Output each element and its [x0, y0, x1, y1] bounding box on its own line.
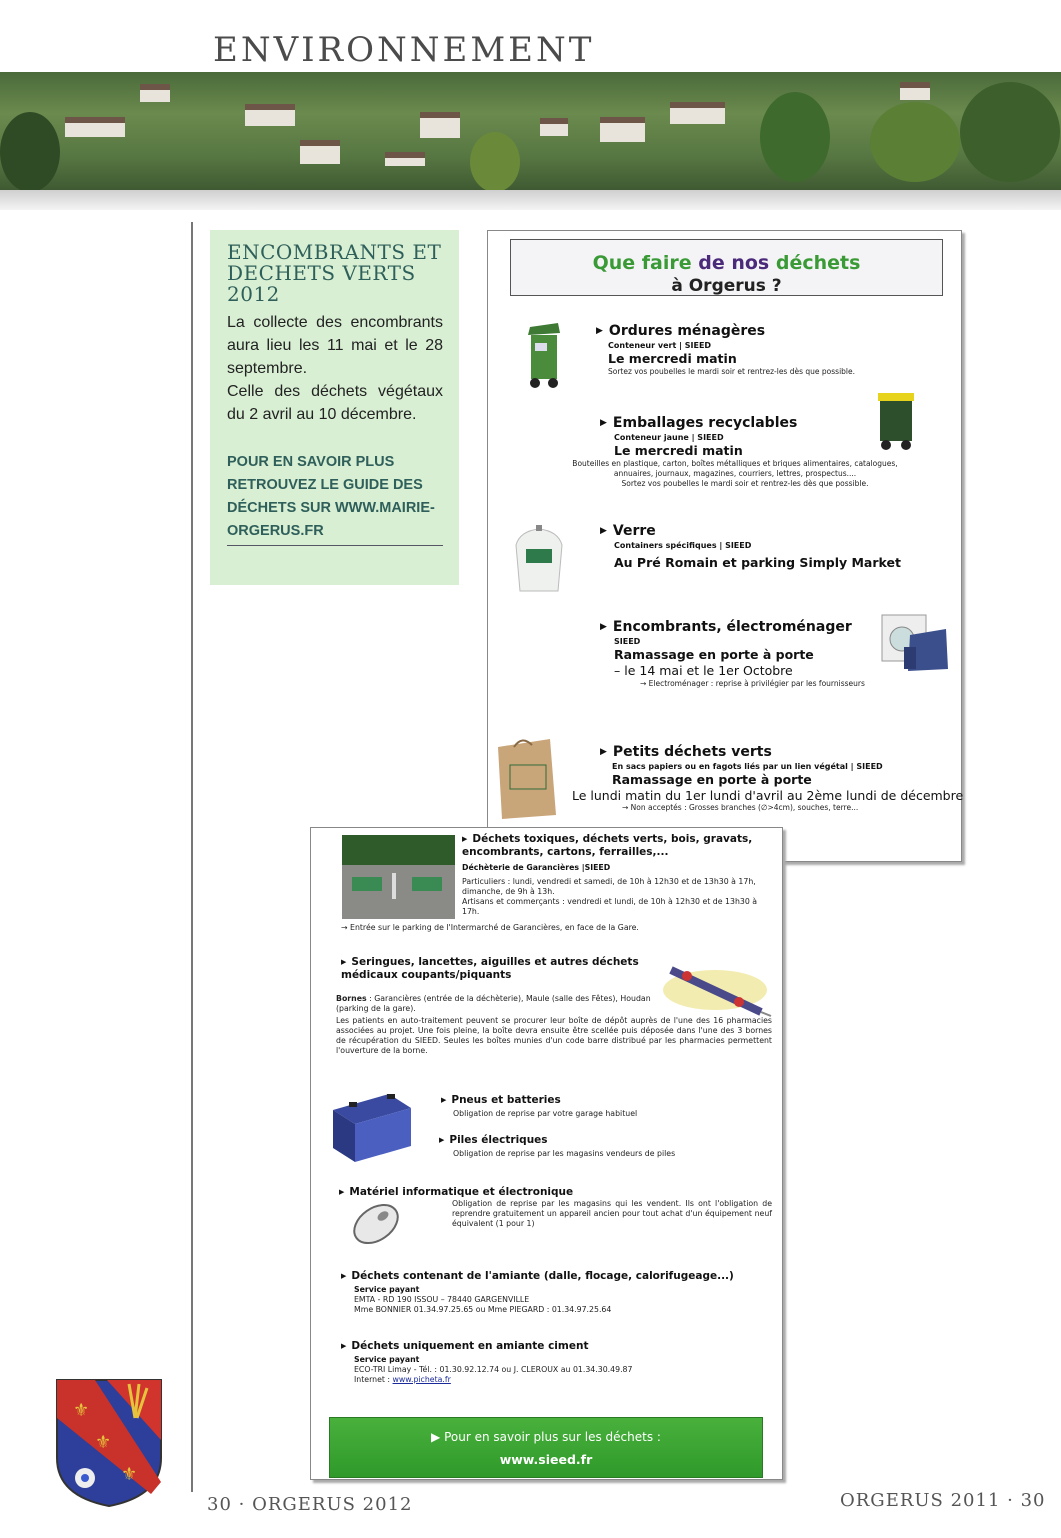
item-sub: Service payant	[354, 1355, 420, 1364]
item-text: Obligation de reprise par les magasins vendeurs de piles	[453, 1149, 676, 1158]
item-note: → Non acceptés : Grosses branches (∅>4cm), souches, terre...	[622, 803, 859, 812]
item-sub: Déchèterie de Garancières |SIEED	[462, 863, 611, 872]
list-item	[600, 523, 901, 571]
item-day: Ramassage en porte à porte	[612, 772, 812, 787]
medical-text: Les patients en auto-traitement peuvent se procurer leur boîte de dépôt auprès de l'une des 16 pharmacies associées au projet. Une fois pleine, la boîte devra ensuite être scellée puis déposée dans l'une des 3 bornes de récupération du SIEED. Seules les boîtes munies d'un code barre distribué par les pharmacies permettent l'ouverture de la borne.	[336, 1016, 772, 1055]
item-day: Au Pré Romain et parking Simply Market	[614, 555, 901, 570]
bornes-text: : Garancières (entrée de la déchèterie), Maule (salle des Fêtes), Houdan (parking de la gare).	[336, 994, 651, 1013]
item-sub: En sacs papiers ou en fagots liés par un lien végétal | SIEED	[612, 762, 883, 771]
column-divider	[191, 222, 193, 1492]
item-note: annuaires, journaux, magazines, courriers, lettres, prospectus....	[613, 469, 857, 478]
list-item	[339, 1186, 573, 1199]
list-item	[441, 1094, 637, 1119]
item-title: ▶ Emballages recyclables	[600, 415, 940, 432]
waste-guide-panel	[487, 230, 962, 862]
panel-header-title	[511, 251, 942, 275]
header-word: déchets	[775, 252, 861, 274]
aerial-photo-banner	[0, 72, 1061, 190]
computer-mouse-icon	[347, 1200, 405, 1248]
box-title	[227, 242, 443, 305]
dechetterie-photo	[342, 835, 455, 919]
footer-page-right: ORGERUS 2011 · 30	[840, 1490, 1046, 1511]
picheta-link[interactable]: www.picheta.fr	[392, 1375, 451, 1384]
list-item	[439, 1134, 675, 1159]
item-day: Ramassage en porte à porte	[614, 647, 814, 662]
panel-header-subtitle: à Orgerus ?	[671, 276, 782, 296]
item-title: ▶ Déchets uniquement en amiante ciment	[341, 1340, 771, 1353]
item-note: Sortez vos poubelles le mardi soir et rentrez-les dès que possible.	[621, 479, 869, 488]
item-note: Bouteilles en plastique, carton, boîtes métalliques et briques alimentaires, catalogues,	[572, 459, 898, 468]
list-item	[600, 619, 865, 689]
item-sub: Containers spécifiques | SIEED	[614, 541, 752, 550]
orgerus-coat-of-arms	[55, 1378, 163, 1508]
svg-text:⚜: ⚜	[73, 1400, 90, 1421]
box-title-line: ENCOMBRANTS ET	[227, 240, 442, 264]
item-title: ▶ Déchets contenant de l'amiante (dalle, flocage, calorifugeage...)	[341, 1270, 771, 1283]
item-text: EMTA - RD 190 ISSOU – 78440 GARGENVILLE	[354, 1295, 530, 1304]
item-title: ▶ Piles électriques	[439, 1134, 675, 1147]
svg-text:⚜: ⚜	[95, 1432, 112, 1453]
item-note: Sortez vos poubelles le mardi soir et rentrez-les dès que possible.	[608, 367, 855, 376]
item-text: ECO-TRI Limay - Tél. : 01.30.92.12.74 ou J. CLEROUX au 01.34.30.49.87	[354, 1365, 633, 1374]
item-text: Obligation de reprise par votre garage habituel	[453, 1109, 638, 1118]
appliance-armchair-icon	[880, 609, 952, 675]
paper-bag-icon	[492, 735, 558, 819]
item-title: ▶ Petits déchets verts	[600, 744, 952, 761]
footer-page-left: 30 · ORGERUS 2012	[207, 1494, 413, 1515]
item-title: ▶ Seringues, lancettes, aiguilles et autres déchets médicaux coupants/piquants	[341, 956, 641, 982]
internet-label: Internet :	[354, 1375, 393, 1384]
item-text: Mme BONNIER 01.34.97.25.65 ou Mme PIEGARD : 01.34.97.25.64	[354, 1305, 612, 1314]
box-body	[227, 311, 443, 426]
banner-shadow	[0, 190, 1061, 210]
item-sub: Service payant	[354, 1285, 420, 1294]
list-item	[596, 323, 855, 377]
item-day-detail: Le lundi matin du 1er lundi d'avril au 2ème lundi de décembre	[572, 788, 964, 803]
item-day-detail: – le 14 mai et le 1er Octobre	[614, 663, 793, 678]
item-sub: SIEED	[614, 637, 641, 646]
encombrants-box	[210, 230, 459, 585]
box-title-line: DECHETS VERTS	[227, 261, 416, 285]
item-text: Artisans et commerçants : vendredi et lundi, de 10h à 12h30 et de 13h30 à 17h.	[462, 897, 758, 916]
item-sub: Conteneur jaune | SIEED	[614, 433, 724, 442]
guide-link[interactable]: POUR EN SAVOIR PLUS RETROUVEZ LE GUIDE DES DÉCHETS SUR WWW.MAIRIE-ORGERUS.FR	[227, 451, 443, 546]
list-item	[572, 744, 964, 813]
item-day: Le mercredi matin	[608, 351, 737, 366]
item-day: Le mercredi matin	[614, 443, 743, 458]
box-paragraph: Celle des déchets végétaux du 2 avril au 10 décembre.	[227, 383, 443, 423]
list-item	[341, 956, 641, 982]
item-text	[354, 1375, 771, 1385]
list-item	[530, 415, 940, 489]
list-item	[341, 1270, 771, 1315]
car-battery-icon	[329, 1090, 413, 1164]
item-text: Obligation de reprise par les magasins qui les vendent. Ils ont l'obligation de reprendre gratuitement un appareil ancien pour tout achat d'un équipement neuf équivalent (1 pour 1)	[452, 1199, 772, 1228]
box-title-line: 2012	[227, 282, 280, 306]
list-item	[462, 833, 772, 917]
green-bin-icon	[524, 321, 564, 389]
item-title: ▶ Pneus et batteries	[441, 1094, 637, 1107]
item-sub: Conteneur vert | SIEED	[608, 341, 712, 350]
section-title: ENVIRONNEMENT	[213, 30, 595, 70]
special-waste-panel	[310, 827, 783, 1480]
item-title: ▶ Déchets toxiques, déchets verts, bois, gravats, encombrants, cartons, ferrailles,...	[462, 833, 772, 859]
header-word: de nos	[691, 252, 776, 274]
item-note: → Electroménager : reprise à privilégier par les fournisseurs	[640, 679, 865, 688]
panel-header	[510, 239, 943, 296]
list-item	[341, 1340, 771, 1385]
item-title: ▶ Ordures ménagères	[596, 323, 855, 340]
item-title: ▶ Verre	[600, 523, 901, 540]
header-word: Que faire	[592, 252, 692, 274]
box-paragraph: La collecte des encombrants aura lieu les 11 mai et le 28 septembre.	[227, 314, 443, 377]
medical-bornes	[336, 994, 656, 1014]
item-title: ▶ Matériel informatique et électronique	[339, 1186, 573, 1199]
glass-container-icon	[510, 525, 568, 597]
sieed-cta-button[interactable]	[329, 1417, 763, 1478]
sieed-link[interactable]: www.sieed.fr	[499, 1452, 593, 1467]
bornes-label: Bornes	[336, 994, 367, 1003]
cta-text: ▶ Pour en savoir plus sur les déchets :	[431, 1430, 661, 1444]
syringe-icon	[657, 956, 773, 1018]
svg-text:⚜: ⚜	[121, 1464, 138, 1485]
item-text: Particuliers : lundi, vendredi et samedi, de 10h à 12h30 et de 13h30 à 17h, dimanche, de 9h à 13h.	[462, 877, 756, 896]
item-note: → Entrée sur le parking de l'Intermarché de Garancières, en face de la Gare.	[341, 923, 639, 932]
item-title: ▶ Encombrants, électroménager	[600, 619, 865, 636]
